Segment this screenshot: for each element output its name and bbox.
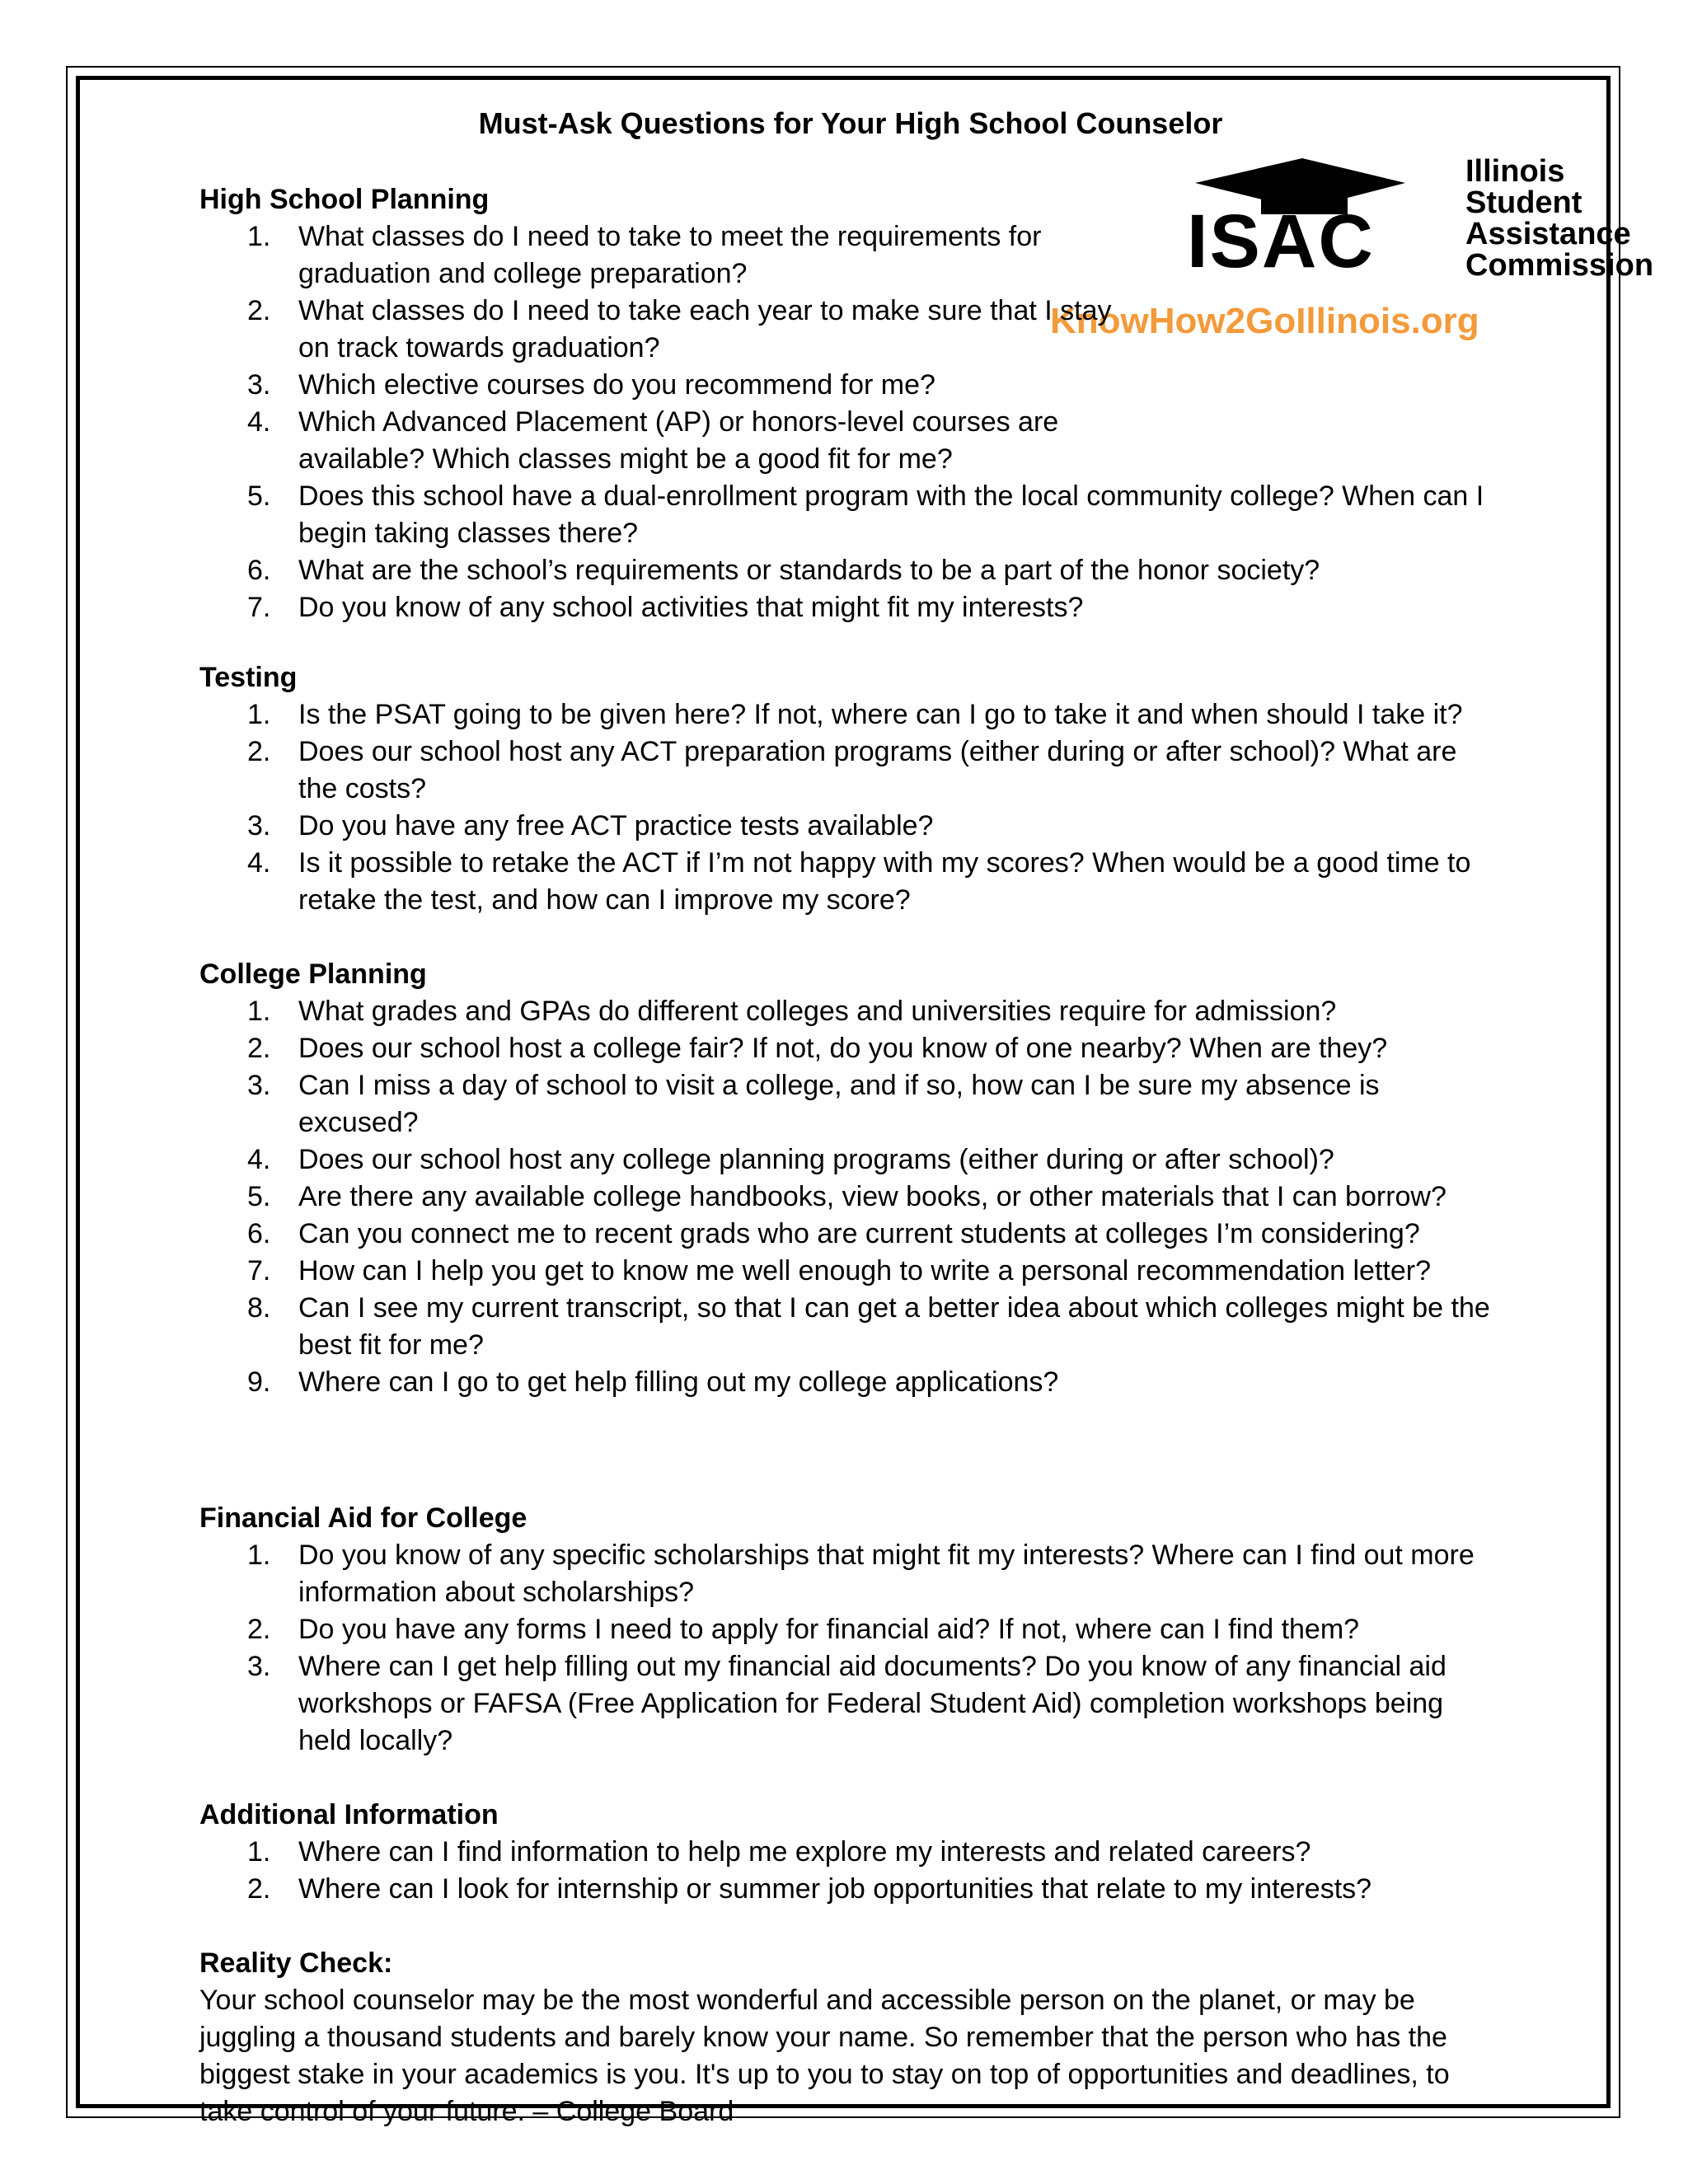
question-text: Is the PSAT going to be given here? If not, where can I go to take it and when should I take it? [298, 699, 1463, 730]
section-heading: Financial Aid for College [199, 1502, 528, 1534]
question-text: Are there any available college handbooks, view books, or other materials that I can borrow? [298, 1181, 1447, 1212]
question-text: Can I see my current transcript, so that I can get a better idea about which colleges might be the best fit for me? [298, 1292, 1490, 1361]
list-item: 7. How can I help you get to know me well enough to write a personal recommendation letter? [247, 1255, 1431, 1286]
question-text: Which elective courses do you recommend for me? [298, 369, 935, 401]
logo-org-line: Illinois [1465, 154, 1565, 189]
question-text: What grades and GPAs do different colleges and universities require for admission? [298, 996, 1337, 1027]
logo-acronym: ISAC [1187, 199, 1375, 284]
website-url[interactable]: KnowHow2GoIllinois.org [1050, 301, 1479, 341]
list-item: 2. Does our school host a college fair? If not, do you know of one nearby? When are they? [247, 1033, 1388, 1064]
question-text: Does our school host any college planning programs (either during or after school)? [298, 1144, 1334, 1175]
question-text: Where can I look for internship or summer job opportunities that relate to my interests? [298, 1873, 1372, 1905]
list-item: 1. Do you know of any specific scholarships that might fit my interests? Where can I find out more information about scholarships? [247, 1540, 1475, 1608]
question-text: Where can I get help filling out my financial aid documents? Do you know of any financial aid workshops or FAFSA (Free Application for Federal Student Aid) completion workshops being held locally? [298, 1651, 1447, 1756]
list-item: 2. Where can I look for internship or summer job opportunities that relate to my interests? [247, 1873, 1372, 1905]
list-item: 1. What grades and GPAs do different colleges and universities require for admission? [247, 996, 1337, 1027]
question-text: What are the school’s requirements or standards to be a part of the honor society? [298, 555, 1320, 586]
question-text: How can I help you get to know me well enough to write a personal recommendation letter? [298, 1255, 1431, 1286]
section-college-planning [199, 956, 1502, 1401]
list-item: 2. Do you have any forms I need to apply for financial aid? If not, where can I find them? [247, 1614, 1360, 1645]
list-item: 1. Is the PSAT going to be given here? If not, where can I go to take it and when should I take it? [247, 699, 1463, 730]
list-item: 4. Which Advanced Placement (AP) or honors-level courses are available? Which classes might be a good fit for me? [247, 406, 1059, 475]
logo-org-line: Commission [1465, 248, 1654, 283]
question-text: Does this school have a dual-enrollment program with the local community college? When can I begin taking classes there? [298, 480, 1484, 549]
section-testing [199, 659, 1502, 919]
list-item: 4. Is it possible to retake the ACT if I’m not happy with my scores? When would be a good time to retake the test, and how can I improve my score? [247, 847, 1471, 916]
section-heading: College Planning [199, 958, 427, 990]
list-item: 1. Where can I find information to help me explore my interests and related careers? [247, 1836, 1311, 1868]
question-text: What classes do I need to take to meet the requirements for graduation and college preparation? [298, 221, 1042, 289]
question-text: Do you have any free ACT practice tests available? [298, 810, 934, 841]
list-item: 5. Are there any available college handbooks, view books, or other materials that I can borrow? [247, 1181, 1447, 1212]
list-item: 7. Do you know of any school activities that might fit my interests? [247, 592, 1084, 623]
question-text: Where can I go to get help filling out my college applications? [298, 1366, 1059, 1398]
section-heading: Additional Information [199, 1799, 499, 1830]
section-high-school-planning [199, 181, 1502, 626]
list-item: 3. Do you have any free ACT practice tests available? [247, 810, 934, 841]
list-item: 6. What are the school’s requirements or standards to be a part of the honor society? [247, 555, 1320, 586]
reality-check-body: Your school counselor may be the most wonderful and accessible person on the planet, or may be juggling a thousand students and barely know your name. So remember that the person who has the biggest stake in your academics is you. It's up to you to stay on top of opportunities and deadlines, to take control of your future. – College Board [199, 1985, 1450, 2127]
question-text: Is it possible to retake the ACT if I’m not happy with my scores? When would be a good time to retake the test, and how can I improve my score? [298, 847, 1471, 916]
question-text: Which Advanced Placement (AP) or honors-level courses are available? Which classes might be a good fit for me? [298, 406, 1059, 475]
section-heading: Testing [199, 662, 298, 693]
section-financial-aid [199, 1500, 1502, 1760]
section-additional-information [199, 1797, 1502, 1908]
question-text: Do you know of any school activities that might fit my interests? [298, 592, 1084, 623]
list-item: 4. Does our school host any college planning programs (either during or after school)? [247, 1144, 1334, 1175]
logo-org-line: Assistance [1465, 217, 1631, 251]
section-heading: Reality Check: [199, 1947, 393, 1979]
list-item: 9. Where can I go to get help filling out my college applications? [247, 1366, 1059, 1398]
section-reality-check [199, 1945, 1502, 2130]
question-list [199, 1834, 1502, 1908]
list-item: 3. Can I miss a day of school to visit a college, and if so, how can I be sure my absence is excused? [247, 1070, 1380, 1138]
question-text: Can I miss a day of school to visit a college, and if so, how can I be sure my absence is excused? [298, 1070, 1380, 1138]
list-item: 8. Can I see my current transcript, so that I can get a better idea about which colleges might be the best fit for me? [247, 1292, 1490, 1361]
list-item: 3. Where can I get help filling out my financial aid documents? Do you know of any financial aid workshops or FAFSA (Free Application for Federal Student Aid) completion workshops being held locally? [247, 1651, 1447, 1756]
list-item: 3. Which elective courses do you recommend for me? [247, 369, 935, 401]
list-item: 2. What classes do I need to take each year to make sure that I stay on track towards graduation? [247, 295, 1112, 363]
question-text: Where can I find information to help me explore my interests and related careers? [298, 1836, 1311, 1868]
question-text: Does our school host any ACT preparation programs (either during or after school)? What are the costs? [298, 736, 1457, 804]
question-text: Can you connect me to recent grads who are current students at colleges I’m considering? [298, 1218, 1420, 1249]
question-text: Does our school host a college fair? If not, do you know of one nearby? When are they? [298, 1033, 1388, 1064]
question-text: What classes do I need to take each year to make sure that I stay on track towards graduation? [298, 295, 1112, 363]
list-item: 2. Does our school host any ACT preparation programs (either during or after school)? What are the costs? [247, 736, 1457, 804]
question-list [199, 696, 1502, 919]
question-list [199, 993, 1502, 1401]
page-title: Must-Ask Questions for Your High School Counselor [478, 106, 1223, 140]
question-list [199, 218, 1502, 626]
question-text: Do you know of any specific scholarships that might fit my interests? Where can I find out more information about scholarships? [298, 1540, 1475, 1608]
section-heading: High School Planning [199, 184, 490, 215]
question-list [199, 1537, 1502, 1760]
list-item: 6. Can you connect me to recent grads who are current students at colleges I’m considering? [247, 1218, 1420, 1249]
question-text: Do you have any forms I need to apply for financial aid? If not, where can I find them? [298, 1614, 1360, 1645]
logo-org-line: Student [1465, 185, 1582, 220]
list-item: 1. What classes do I need to take to meet the requirements for graduation and college preparation? [247, 221, 1042, 289]
list-item: 5. Does this school have a dual-enrollment program with the local community college? When can I begin taking classes there? [247, 480, 1484, 549]
